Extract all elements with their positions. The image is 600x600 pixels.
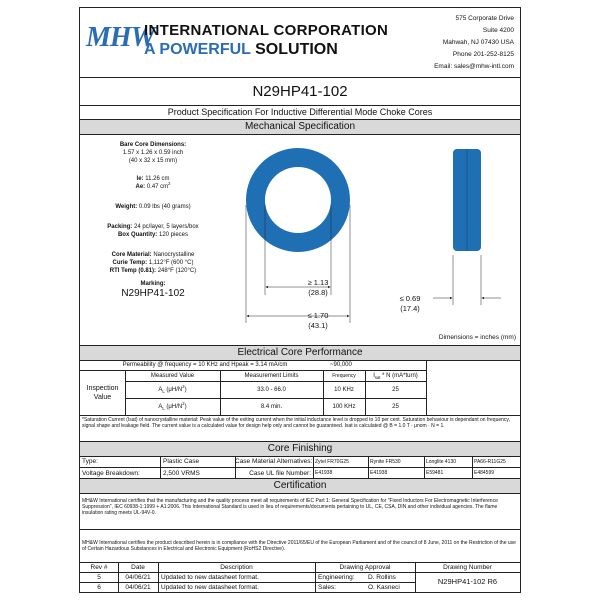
curie-value: 1,112°F (600 °C) <box>148 260 194 266</box>
dims-inch: 1.57 x 1.26 x 0.59 inch <box>122 150 184 156</box>
col-measurement-limits: Measurement Limits <box>244 373 299 379</box>
al-unit: (μH/N <box>164 387 183 393</box>
alt-material: Longlite 4130 <box>426 459 457 465</box>
isat-unit: * N (mA*turn) <box>380 373 418 379</box>
case-alternatives-label: Case Material Alternatives: <box>235 458 313 465</box>
company-header <box>80 8 520 78</box>
ae-label: Ae: <box>135 184 146 190</box>
permeability-label: Permeability @ frequency = 10 KHz and Hpeak = 3.14 mA/cm <box>122 362 288 368</box>
electrical-heading: Electrical Core Performance <box>80 346 520 361</box>
od-dimension-label <box>298 311 338 331</box>
approval-role: Sales: <box>318 584 337 591</box>
col-isat <box>365 371 426 381</box>
height-dimension-label <box>390 294 430 314</box>
company-logo: MHW <box>86 22 155 53</box>
alt-material: Zytel FR70G25 <box>315 459 349 465</box>
address-line: Mahwah, NJ 07430 USA <box>442 39 514 46</box>
rev-number: 6 <box>97 584 101 591</box>
table-cell-limits: 8.4 min. <box>260 404 283 410</box>
toroid-side-view <box>453 149 481 251</box>
le-value: 11.26 cm <box>145 176 170 182</box>
tagline-solution: SOLUTION <box>255 41 338 58</box>
alt-material: Rynite FR530 <box>370 459 401 465</box>
al-sub: L <box>162 406 165 412</box>
dimension-units: Dimensions = inches (mm) <box>438 334 516 341</box>
col-date: Date <box>131 564 145 571</box>
le-label: le: <box>136 176 144 182</box>
packing-label: Packing: <box>107 224 133 230</box>
al-sub: L <box>162 389 165 395</box>
table-row-param <box>125 399 220 415</box>
rev-description: Updated to new datasheet format. <box>161 574 259 581</box>
approval-name: D. Rollins <box>368 574 396 581</box>
al-symbol: A <box>158 387 163 393</box>
mechanical-specs <box>80 141 226 300</box>
al-unit: (μH/N <box>164 404 183 410</box>
height-inch: ≤ 0.69 <box>399 294 421 303</box>
address-email[interactable]: Email: sales@mhw-intl.com <box>434 63 514 70</box>
rti-label: RTI Temp (0.81): <box>109 268 157 274</box>
le-row <box>80 175 226 183</box>
bare-core-label: Bare Core Dimensions: <box>119 142 187 148</box>
od-inch: ≤ 1.70 <box>307 311 329 320</box>
saturation-note: *Saturation Current (Isat) of nanocrystalline material: Peak value of the exiting current when the initial inductance level is dropped to 10 per cent. Saturation behaviour is dependant on frequency, signal shape and leakage field. The current value is a calculated value for design help only and cannot be guaranteed. Isat is calculated @ B = 1.0 T · μnom · N = 1. <box>80 416 520 442</box>
type-value: Plastic Case <box>163 458 200 465</box>
id-inch: ≥ 1.13 <box>307 278 329 287</box>
ae-value: 0.47 cm <box>146 184 169 190</box>
col-measured-value: Measured Value <box>150 373 195 379</box>
ul-number: E484599 <box>474 470 495 476</box>
type-label: Type: <box>82 458 98 465</box>
tagline-powerful: A POWERFUL <box>144 41 251 58</box>
packing-row <box>80 223 226 231</box>
ul-number: E41938 <box>370 470 388 476</box>
curie-row <box>80 259 226 267</box>
company-name-line1: INTERNATIONAL CORPORATION <box>144 22 389 39</box>
finishing-heading: Core Finishing <box>80 442 520 457</box>
finishing-table <box>80 457 520 479</box>
revision-table <box>80 563 520 592</box>
mechanical-heading: Mechanical Specification <box>80 120 520 135</box>
table-row-param <box>125 382 220 398</box>
address-line: Suite 4200 <box>482 27 514 34</box>
ae-row: Ae: 0.47 $cm^2$ <box>135 181 171 190</box>
electrical-table <box>80 361 520 416</box>
al-unit-exp: 2 <box>182 401 185 406</box>
table-cell-freq: 100 KHz <box>332 404 356 410</box>
weight-label: Weight: <box>115 204 138 210</box>
voltage-label: Voltage Breakdown: <box>82 470 140 477</box>
address-line: 575 Corporate Drive <box>455 15 514 22</box>
table-cell-isat: 25 <box>392 404 399 410</box>
rti-value: 248°F (120°C) <box>157 268 197 274</box>
address-line: Phone 201-252-8125 <box>452 51 514 58</box>
rev-number: 5 <box>97 574 101 581</box>
col-frequency: Frequency <box>332 373 356 379</box>
ul-number: E59481 <box>426 470 444 476</box>
col-approval: Drawing Approval <box>339 564 391 571</box>
inspection-value-label <box>80 384 125 402</box>
dims-mm: (40 x 32 x 15 mm) <box>128 158 178 164</box>
rev-date: 04/06/21 <box>125 574 151 581</box>
company-address <box>394 13 514 73</box>
approval-name: O. Kasneci <box>368 584 400 591</box>
rti-row <box>80 267 226 275</box>
table-cell-freq: 10 KHz <box>334 387 354 393</box>
inspection-line2: Value <box>93 394 112 401</box>
alt-material: PA66-R11G25 <box>474 459 506 465</box>
inspection-line1: Inspection <box>86 385 119 392</box>
certification-heading: Certification <box>80 479 520 494</box>
toroid-hole <box>265 167 331 233</box>
al-unit-end: ) <box>184 387 187 393</box>
certification-iec: MH&W International certifies that the manufacturing and the quality process meet all requirements of IEC Part 1: General Specification for "Fixed Inductors For Electromagnetic Interference Suppression", IEC 60938-1:1999 + A1:2006. This International Standard is used in lieu of requirements/documents pertaining to UL, CE, CSA, DIN and other individual agencies. The flame insulation rating meets UL-94V-0. <box>80 494 520 530</box>
material-label: Core Material: <box>111 252 152 258</box>
datasheet <box>79 7 521 593</box>
material-value: Nanocrystalline <box>153 252 195 258</box>
marking-label: Marking: <box>140 281 166 287</box>
isat-sub: sat <box>374 375 381 381</box>
col-rev: Rev # <box>90 564 108 571</box>
permeability-value: ~90,000 <box>330 362 352 368</box>
marking-value: N29HP41-102 <box>121 288 185 299</box>
isat-symbol: I <box>373 373 375 379</box>
al-unit-exp: 2 <box>182 384 185 389</box>
weight-value: 0.09 lbs (40 grams) <box>138 204 191 210</box>
toroid-top-view <box>246 148 350 252</box>
ul-number: E41938 <box>315 470 333 476</box>
table-cell-isat: 25 <box>392 387 399 393</box>
od-mm: (43.1) <box>308 321 328 330</box>
packing-value: 24 pc/layer, 5 layers/box <box>133 224 199 230</box>
product-subtitle: Product Specification For Inductive Differential Mode Choke Cores <box>80 106 520 120</box>
rev-description: Updated to new datasheet format. <box>161 584 259 591</box>
curie-label: Curie Temp: <box>112 260 148 266</box>
id-dimension-label <box>298 278 338 298</box>
table-cell-limits: 33.0 - 66.0 <box>257 387 286 393</box>
voltage-value: 2,500 VRMS <box>163 470 200 477</box>
certification-rohs: MH&W International certifies the product described herein is in compliance with the Directive 2011/65/EU of the European Parliament and of the council of 8 June, 2011 on the Restriction of the use of Certain Hazardous Substances in Electrical and Electronic Equipment (RoHS2 Directive). <box>80 530 520 563</box>
company-name-line2 <box>144 41 364 59</box>
part-number-title: N29HP41-102 <box>80 78 520 106</box>
box-row <box>80 231 226 239</box>
weight-row <box>80 203 226 211</box>
approval-role: Engineering: <box>318 574 355 581</box>
box-label: Box Quantity: <box>117 232 158 238</box>
id-mm: (28.8) <box>308 288 328 297</box>
rev-date: 04/06/21 <box>125 584 151 591</box>
box-value: 120 pieces <box>158 232 189 238</box>
height-mm: (17.4) <box>400 304 420 313</box>
col-description: Description <box>220 564 253 571</box>
ul-file-label: Case UL file Number: <box>249 470 311 477</box>
mechanical-section <box>80 135 520 346</box>
material-row <box>80 251 226 259</box>
core-drawing <box>228 135 520 346</box>
drawing-number: N29HP41-102 R6 <box>437 577 498 586</box>
col-drawing-number: Drawing Number <box>443 564 492 571</box>
al-symbol: A <box>158 404 163 410</box>
al-unit-end: ) <box>184 404 187 410</box>
